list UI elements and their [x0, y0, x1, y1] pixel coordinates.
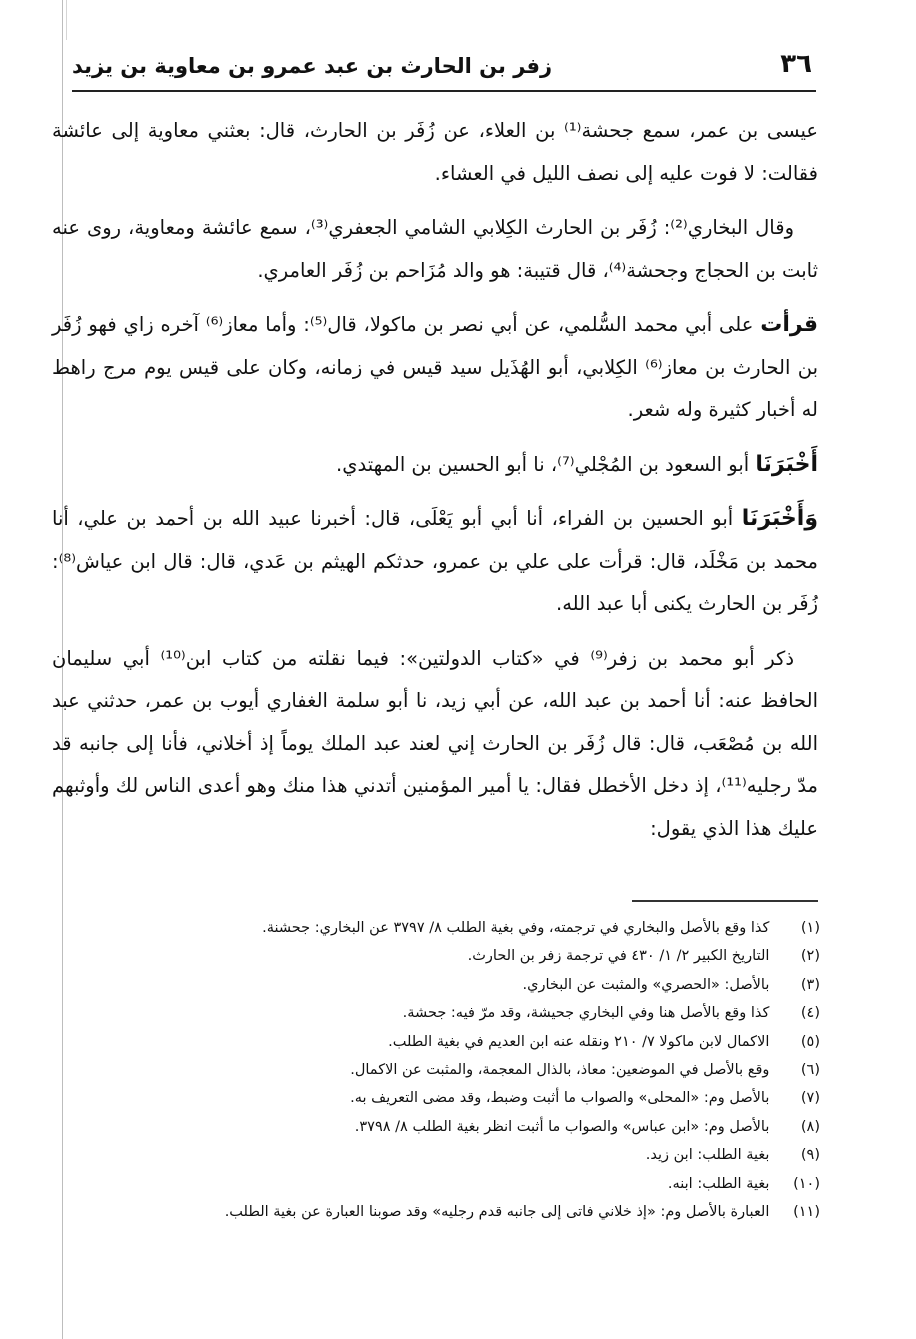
paragraph: [52, 207, 818, 292]
footnote-number: (١): [800, 920, 820, 936]
main-text: [52, 110, 818, 862]
footnote: [120, 1028, 820, 1056]
paragraph-text: على أبي محمد السُّلمي، عن أبي نصر بن ماكولا، قال⁽⁵⁾: وأما معاز⁽⁶⁾ آخره زاي فهو زُفَر بن الحارث بن معاز⁽⁶⁾ الكِلابي، أبو الهُذَيل سيد قيس في زمانه، وكان على قيس يوم مرج راهط له أخبار كثيرة وله شعر.: [52, 313, 818, 421]
footnote-text: بالأصل: «الحصري» والمثبت عن البخاري.: [522, 976, 770, 993]
running-title: زفر بن الحارث بن عبد عمرو بن معاوية بن يزيد: [72, 54, 553, 78]
footnote-number: (٦): [800, 1062, 820, 1079]
footnote: [120, 999, 820, 1027]
footnote-text: العبارة بالأصل وم: «إذ خلاني فاتى إلى جانبه قدم رجليه» وقد صوبنا العبارة عن بغية الطلب.: [224, 1204, 770, 1221]
paragraph: [52, 444, 818, 487]
footnotes-list: [120, 914, 820, 1226]
paragraph: [52, 110, 818, 195]
footnote: [120, 942, 820, 970]
footnote-text: كذا وقع بالأصل هنا وفي البخاري جحيشة، وقد مرّ فيه: جحشة.: [402, 1005, 770, 1022]
paragraph-text: عيسى بن عمر، سمع جحشة⁽¹⁾ بن العلاء، عن زُفَر بن الحارث، قال: بعثني معاوية إلى عائشة فقالت: لا فوت عليه إلى نصف الليل في العشاء.: [52, 119, 818, 185]
paragraph-lead-word: قرأت: [760, 312, 818, 337]
footnote: [120, 1084, 820, 1112]
footnote: [120, 914, 820, 942]
footnote: [120, 1113, 820, 1141]
paragraph-lead-word: وَأَخْبَرَنَا: [741, 506, 818, 531]
paragraph-text: ذكر أبو محمد بن زفر⁽⁹⁾ في «كتاب الدولتين»: فيما نقلته من كتاب ابن⁽¹⁰⁾ أبي سليمان الحافظ عنه: أنا أحمد بن عبد الله، عن أبي زيد، نا أبو سلمة الغفاري أيوب بن عمر، حدثني عبد الله بن مُصْعَب، قال: قال زُفَر بن الحارث إني لعند عبد الملك يوماً إذ أخلاني، فأنا إلى جانبه قد مدّ رجليه⁽¹¹⁾، إذ دخل الأخطل فقال: يا أمير المؤمنين أتدني هذا منك وهو أعدى الناس لك وأوثبهم عليك هذا الذي يقول:: [52, 646, 818, 840]
scan-gutter-mark: [66, 0, 67, 40]
paragraph-text: أبو السعود بن المُجْلي⁽⁷⁾، نا أبو الحسين بن المهتدي.: [336, 452, 756, 476]
paragraph: [52, 498, 818, 626]
footnote-number: (١١): [793, 1204, 820, 1221]
footnote-text: بغية الطلب: ابنه.: [667, 1175, 770, 1192]
footnote-number: (٥): [800, 1033, 820, 1050]
footnote: [120, 971, 820, 999]
page-header: [72, 44, 816, 92]
footnote-text: الاكمال لابن ماكولا ٧/ ٢١٠ ونقله عنه ابن العديم في بغية الطلب.: [388, 1033, 770, 1050]
footnote-number: (٩): [800, 1147, 820, 1164]
footnote-number: (٣): [800, 976, 820, 993]
footnote-number: (١٠): [793, 1175, 820, 1192]
footnote-number: (٧): [800, 1090, 820, 1107]
paragraph: [52, 304, 818, 432]
footnote-separator: [632, 900, 818, 902]
footnote: [120, 1141, 820, 1169]
footnote-text: بالأصل وم: «ابن عباس» والصواب ما أثبت انظر بغية الطلب ٨/ ٣٧٩٨.: [354, 1118, 770, 1135]
paragraph-text: وقال البخاري⁽²⁾: زُفَر بن الحارث الكِلابي الشامي الجعفري⁽³⁾، سمع عائشة ومعاوية، روى عنه ثابت بن الحجاج وجحشة⁽⁴⁾، قال قتيبة: هو والد مُزَاحم بن زُفَر العامري.: [52, 216, 818, 282]
footnote-text: وقع بالأصل في الموضعين: معاذ، بالذال المعجمة، والمثبت عن الاكمال.: [350, 1062, 770, 1079]
footnote-number: (٤): [800, 1005, 820, 1022]
paragraph-lead-word: أَخْبَرَنَا: [755, 451, 818, 477]
footnote: [120, 1198, 820, 1226]
footnote-number: (٢): [800, 948, 820, 965]
footnote-number: (٨): [800, 1118, 820, 1135]
page-number: ٣٦: [780, 49, 812, 79]
footnote: [120, 1056, 820, 1084]
paragraph: [52, 638, 818, 851]
footnote-text: التاريخ الكبير ٢/ ١/ ٤٣٠ في ترجمة زفر بن الحارث.: [467, 948, 770, 965]
footnote-text: كذا وقع بالأصل والبخاري في ترجمته، وفي بغية الطلب ٨/ ٣٧٩٧ عن البخاري: جحشنة.: [262, 920, 770, 936]
footnote-text: بغية الطلب: ابن زيد.: [645, 1147, 770, 1164]
footnote-text: بالأصل وم: «المحلى» والصواب ما أثبت وضبط، وقد مضى التعريف به.: [350, 1090, 770, 1107]
footnote: [120, 1170, 820, 1198]
paragraph-text: أبو الحسين بن الفراء، أنا أبي أبو يَعْلَى، قال: أخبرنا عبيد الله بن أحمد بن علي، أنا محمد بن مَخْلَد، قال: قرأت على علي بن عمرو، حدثكم الهيثم بن عَدي، قال: قال ابن عياش⁽⁸⁾: زُفَر بن الحارث يكنى أبا عبد الله.: [52, 507, 818, 615]
